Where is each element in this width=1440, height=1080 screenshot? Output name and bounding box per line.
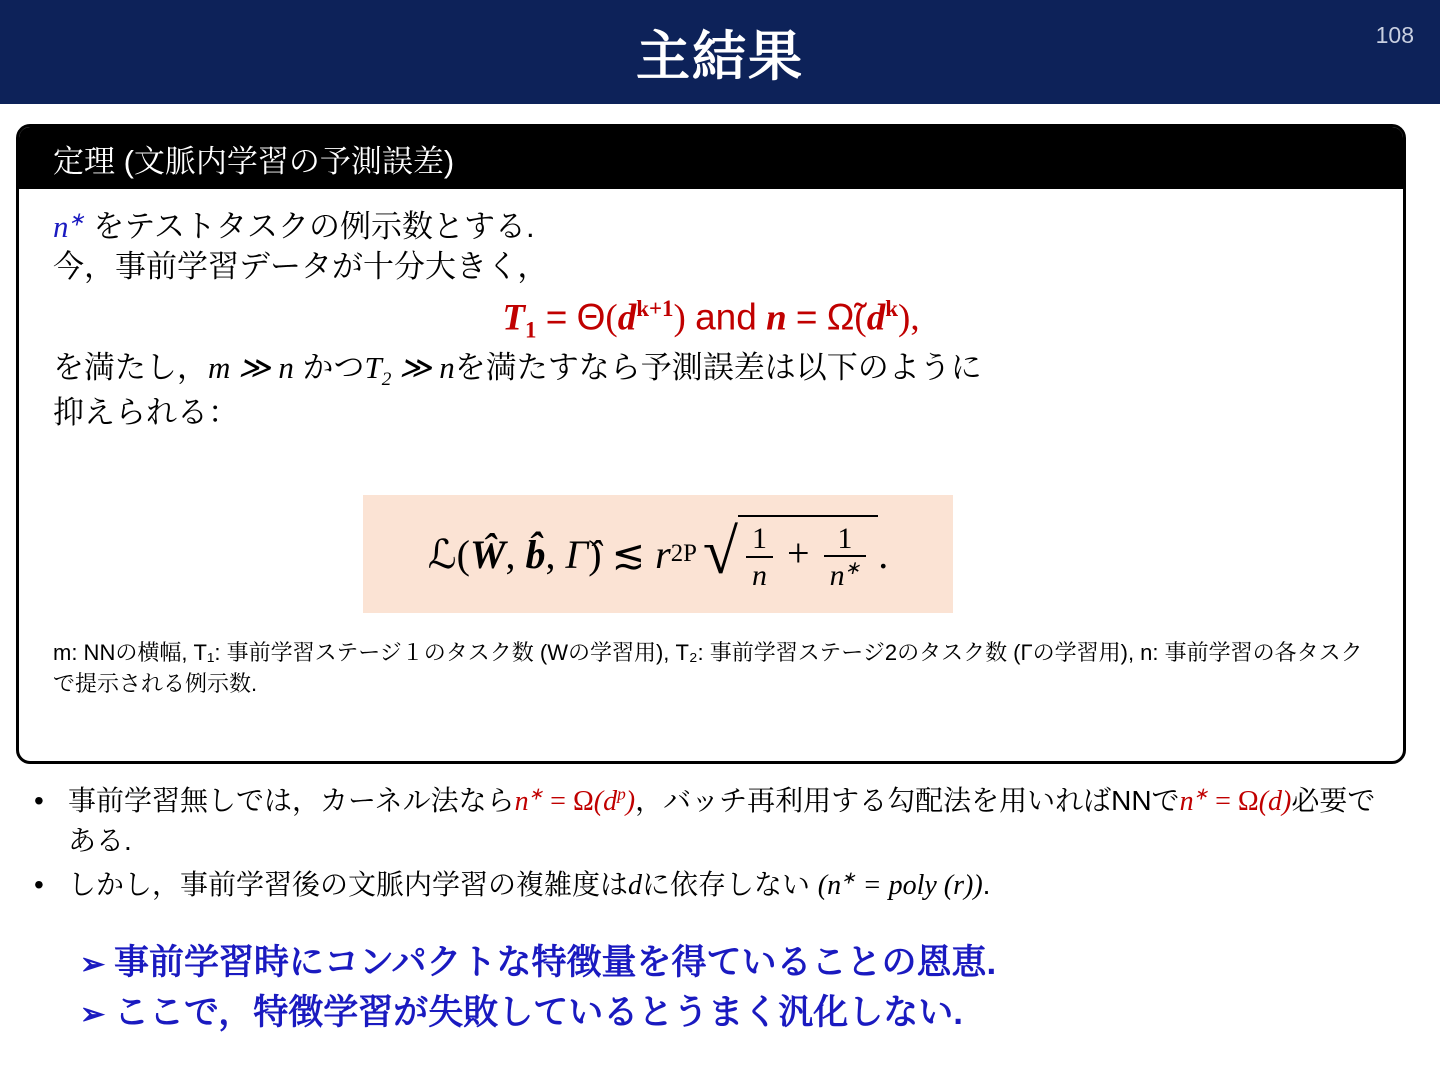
page-title: 主結果 [636, 26, 804, 87]
bullet-1-part1: しかし，事前学習後の文脈内学習の複雑度は [68, 869, 629, 901]
test-task-symbol: n∗ [53, 209, 85, 244]
theorem-line-3-pre: を満たし， [53, 350, 208, 386]
bullet-marker: • [34, 869, 44, 901]
bullet-1-math2: (n∗ = poly (r)) [817, 868, 983, 902]
theorem-line-1-text: をテストタスクの例示数とする. [84, 209, 535, 244]
bullet-0-part1: 事前学習無しでは，カーネル法なら [68, 785, 515, 816]
list-item [34, 866, 1394, 906]
conclusion-item-2 [80, 988, 1420, 1038]
main-formula: ℒ( Ŵ , b̂ , Γ̂ ) ≲ r 2P √ $\frac{1}{n}$ + $\frac{1}{n^∗}$ . [427, 515, 889, 592]
display-condition: $T_1 = \Theta(d^{k+1})$ and $n = \Omegã(d^k)$, [502, 296, 920, 344]
conclusion-list [80, 938, 1420, 1037]
bullet-1-part3: . [982, 869, 991, 901]
list-item [34, 782, 1394, 860]
theorem-caption: m: NNの横幅, T₁: 事前学習ステージ１のタスク数 (Wの学習用), T₂: 事前学習ステージ2のタスク数 (Γの学習用), n: 事前学習の各タスクで提示される例示数. [53, 640, 1363, 697]
square-root: √ $\frac{1}{n}$ + $\frac{1}{n^∗}$ [703, 515, 878, 594]
condition-t2-gg-n: $T_2$ ≫ n [364, 350, 455, 391]
bullet-marker: • [34, 785, 44, 816]
bullet-list [34, 782, 1394, 912]
bullet-0-math2: n∗ = Ω(d) [1179, 784, 1292, 817]
arrow-icon: ➢ [80, 948, 106, 981]
theorem-line-3 [53, 348, 1369, 393]
conclusion-item-1 [80, 938, 1420, 988]
theorem-body [19, 189, 1403, 433]
bullet-text [68, 866, 1394, 906]
theorem-line-3-post: を満たすなら予測誤差は以下のように [454, 350, 982, 386]
theorem-line-1 [53, 207, 1369, 247]
bullet-1-part2: に依存しない [642, 869, 818, 901]
bullet-text [68, 782, 1394, 860]
bullet-0-part3: 必要である. [68, 785, 1376, 856]
theorem-line-2: 今，事前学習データが十分大きく， [53, 248, 549, 284]
theorem-line-3-mid: かつ [293, 350, 365, 386]
theorem-label: 定理 (文脈内学習の予測誤差) [19, 127, 1403, 189]
condition-m-gg-n: m ≫ n [208, 350, 294, 386]
theorem-line-4: 抑えられる： [53, 394, 239, 430]
arrow-icon: ➢ [80, 997, 106, 1031]
bullet-0-math1: $n^∗ = \Omega(d^p)$ [514, 784, 636, 817]
bullet-0-part2: ，バッチ再利用する勾配法を用いればNNで [635, 785, 1180, 816]
theorem-box [16, 124, 1406, 764]
bullet-1-math1: d [628, 870, 643, 902]
conclusion-text: 事前学習時にコンパクトな特徴量を得ていることの恩恵. [114, 943, 997, 982]
slide-number: 108 [1375, 22, 1414, 48]
conclusion-text: ここで，特徴学習が失敗しているとうまく汎化しない. [114, 992, 964, 1032]
